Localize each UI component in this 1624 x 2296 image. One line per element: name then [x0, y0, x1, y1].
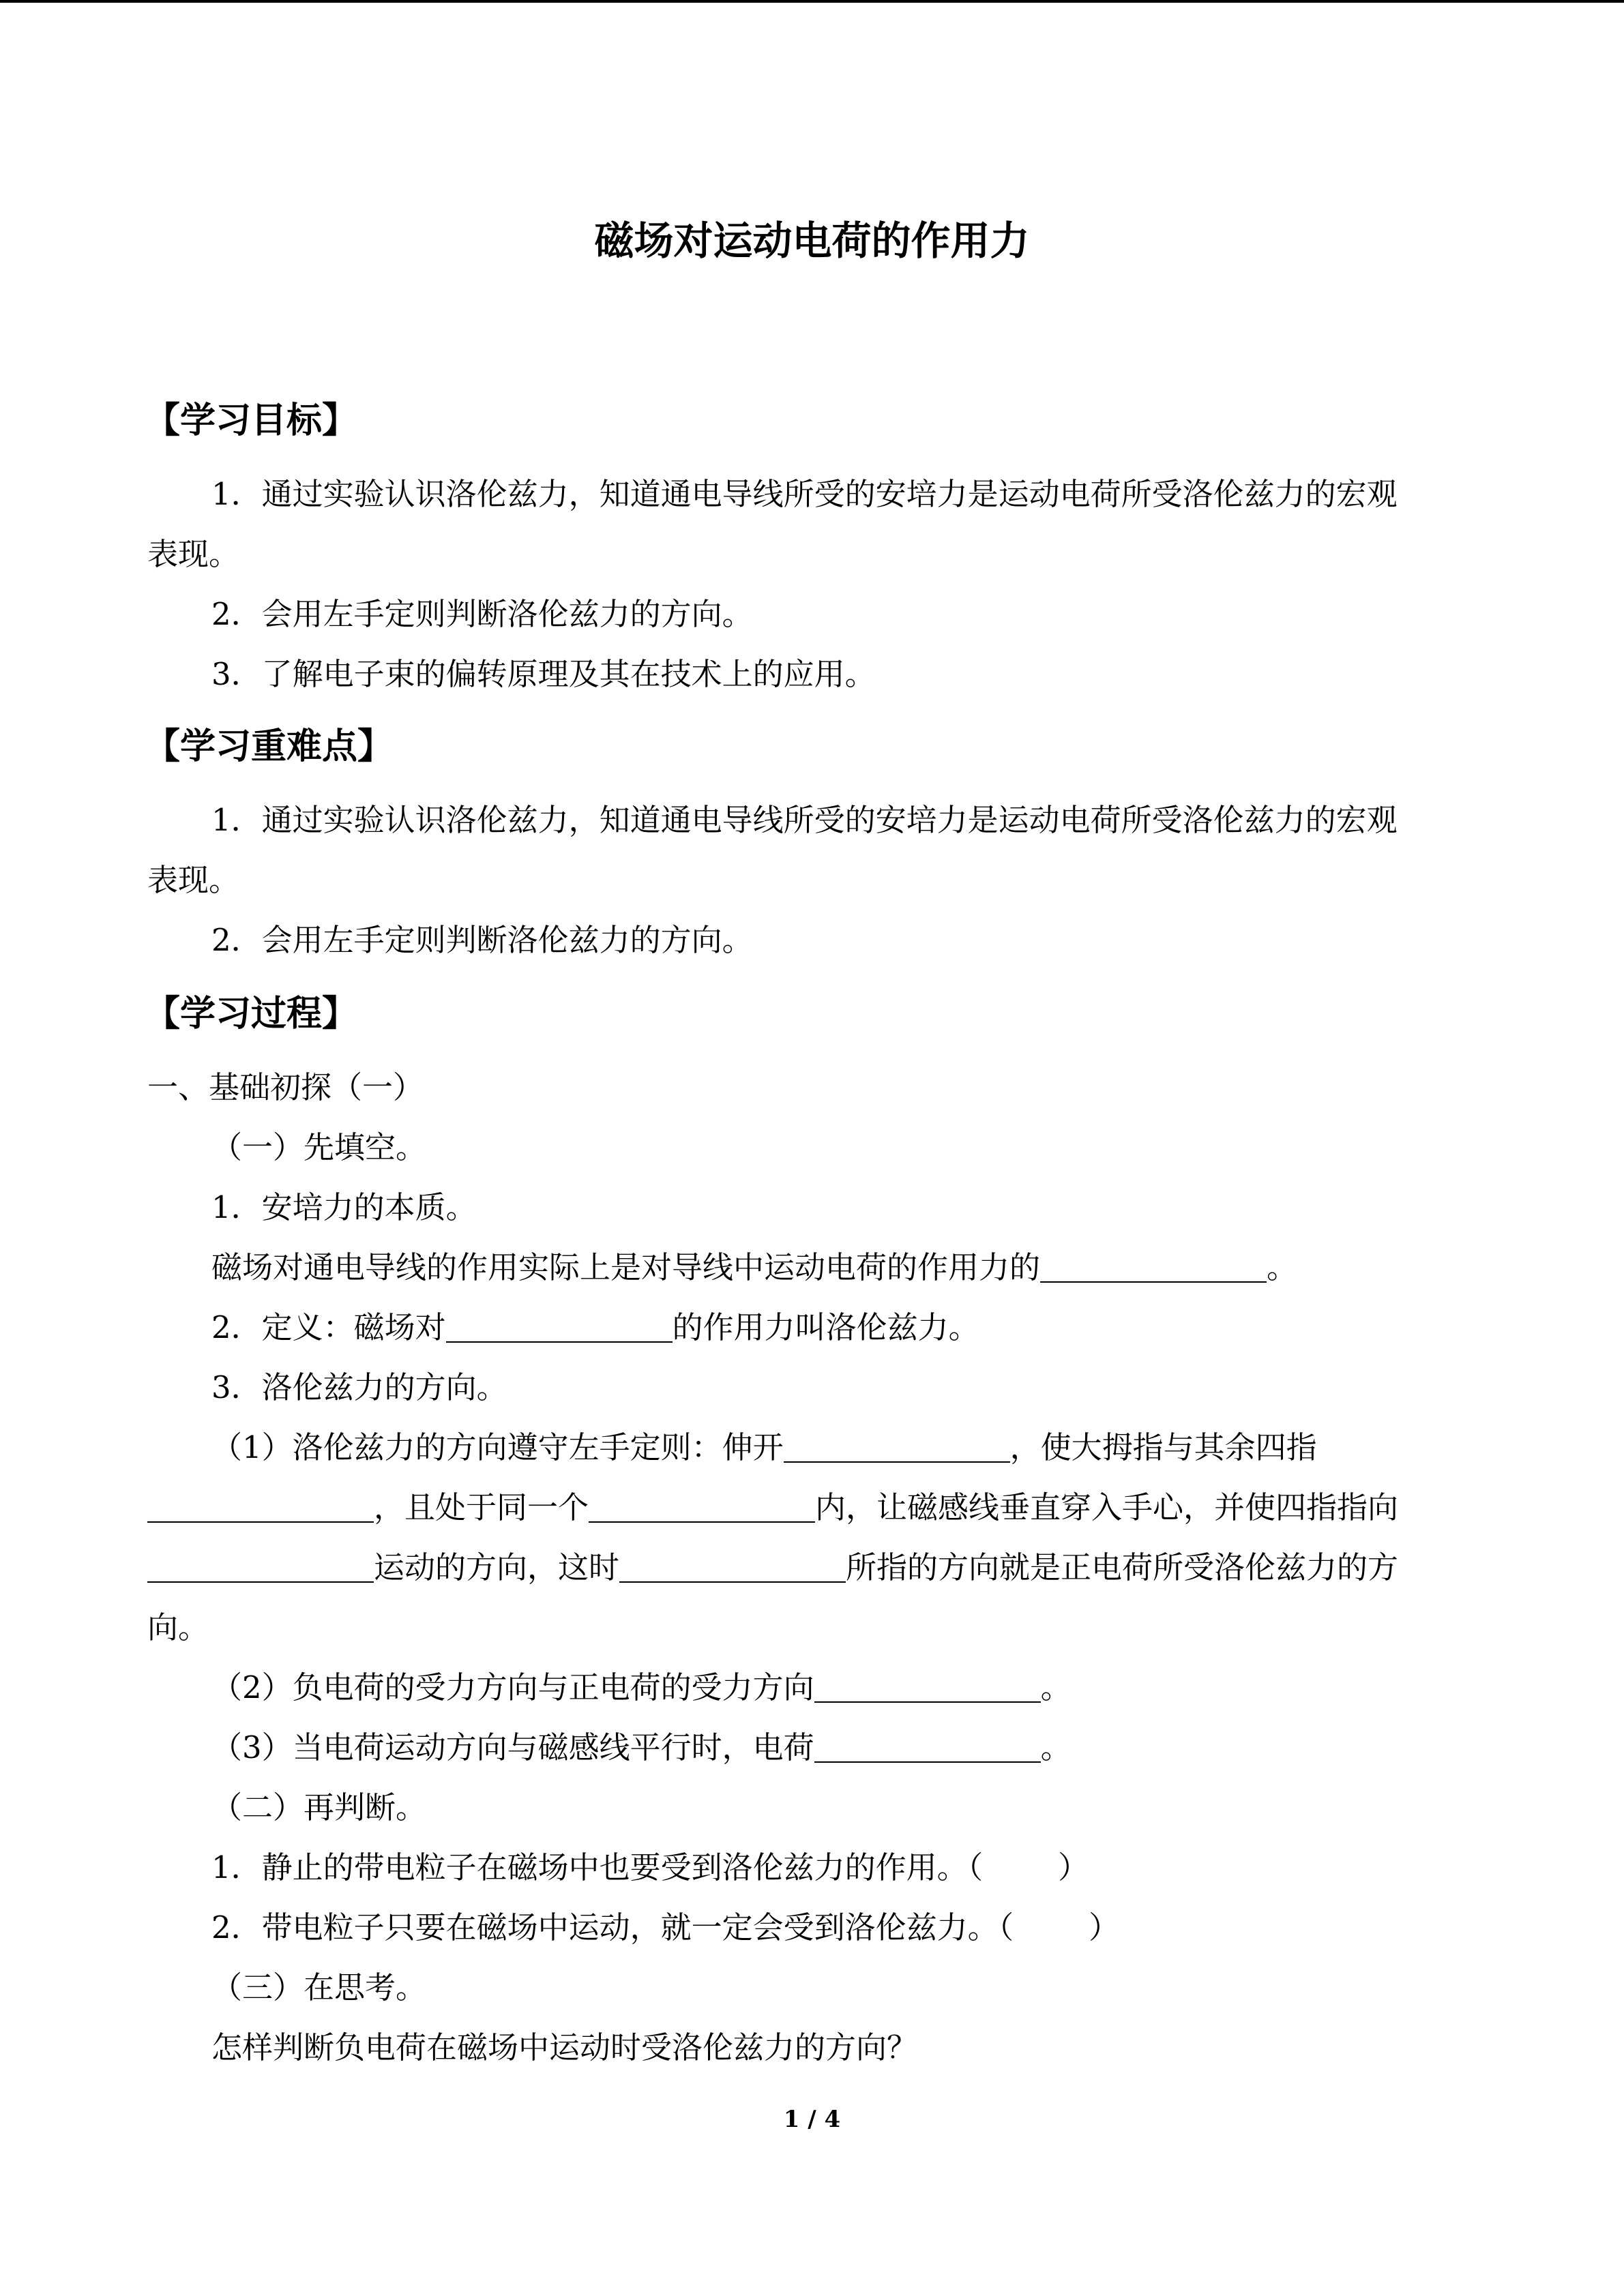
- key-point-item-1: 1．通过实验认识洛伦兹力，知道通电导线所受的安培力是运动电荷所受洛伦兹力的宏观: [211, 802, 1398, 838]
- question-3-1-line-3: [147, 1549, 1399, 1585]
- answer-blank[interactable]: [814, 1674, 1041, 1703]
- question-3-1-line-3-mid: 运动的方向，这时: [374, 1549, 620, 1585]
- section-heading-key-points: 【学习重难点】: [145, 726, 394, 767]
- answer-blank[interactable]: [589, 1494, 815, 1523]
- think-question: 怎样判断负电荷在磁场中运动时受洛伦兹力的方向？: [211, 2029, 918, 2066]
- question-2: [211, 1309, 979, 1345]
- question-1-text: [211, 1249, 1298, 1285]
- page-number: 1 / 4: [783, 2106, 841, 2133]
- question-3-3: [211, 1729, 1072, 1765]
- question-3-1-line-3-post: 所指的方向就是正电荷所受洛伦兹力的方: [846, 1549, 1399, 1585]
- judge-item-1-post: ）: [1058, 1849, 1089, 1885]
- question-3-3-pre: （3）当电荷运动方向与磁感线平行时，电荷: [211, 1729, 814, 1765]
- goal-item-2: 2．会用左手定则判断洛伦兹力的方向。: [211, 596, 753, 632]
- question-3-1-line-2-post: 内，让磁感线垂直穿入手心，并使四指指向: [815, 1489, 1399, 1525]
- answer-blank[interactable]: [1040, 1254, 1267, 1283]
- question-3-3-end: 。: [1040, 1729, 1072, 1765]
- question-1-text-body: 磁场对通电导线的作用实际上是对导线中运动电荷的作用力的: [211, 1249, 1041, 1285]
- question-2-post: 的作用力叫洛伦兹力。: [672, 1309, 979, 1345]
- goal-item-1-cont: 表现。: [147, 536, 240, 572]
- answer-blank[interactable]: [147, 1494, 374, 1523]
- section-heading-goals: 【学习目标】: [145, 400, 358, 441]
- question-1: 1．安培力的本质。: [211, 1189, 477, 1225]
- question-3: 3．洛伦兹力的方向。: [211, 1369, 507, 1405]
- judge-item-2: [211, 1909, 1120, 1945]
- answer-blank[interactable]: [619, 1554, 846, 1583]
- section-heading-process: 【学习过程】: [145, 994, 358, 1034]
- answer-blank[interactable]: [147, 1554, 374, 1583]
- question-3-2: [211, 1669, 1072, 1705]
- key-point-item-1-cont: 表现。: [147, 862, 240, 898]
- judge-item-1-pre: 1．静止的带电粒子在磁场中也要受到洛伦兹力的作用。（: [211, 1849, 984, 1885]
- judge-section-title: （二）再判断。: [211, 1789, 427, 1825]
- answer-blank[interactable]: [814, 1734, 1041, 1763]
- part1-title: 一、基础初探（一）: [147, 1069, 424, 1105]
- judge-item-1: [211, 1849, 1089, 1885]
- key-point-item-2: 2．会用左手定则判断洛伦兹力的方向。: [211, 922, 753, 958]
- question-3-2-pre: （2）负电荷的受力方向与正电荷的受力方向: [211, 1669, 814, 1705]
- question-3-1-line-4: 向。: [147, 1609, 209, 1645]
- question-3-1-line-2-mid: ，且处于同一个: [374, 1489, 589, 1525]
- question-3-1-pre: （1）洛伦兹力的方向遵守左手定则：伸开: [211, 1429, 784, 1465]
- judge-item-2-post: ）: [1089, 1909, 1120, 1945]
- answer-blank[interactable]: [784, 1434, 1010, 1463]
- goal-item-1: 1．通过实验认识洛伦兹力，知道通电导线所受的安培力是运动电荷所受洛伦兹力的宏观: [211, 476, 1398, 512]
- question-3-1-mid: ，使大拇指与其余四指: [1009, 1429, 1317, 1465]
- fill-section-title: （一）先填空。: [211, 1129, 427, 1165]
- document-title: 磁场对运动电荷的作用力: [594, 218, 1030, 264]
- question-2-pre: 2．定义：磁场对: [211, 1309, 446, 1345]
- answer-blank[interactable]: [446, 1314, 673, 1343]
- goal-item-3: 3．了解电子束的偏转原理及其在技术上的应用。: [211, 656, 876, 692]
- top-border: [0, 0, 1624, 3]
- question-3-2-end: 。: [1040, 1669, 1072, 1705]
- think-section-title: （三）在思考。: [211, 1969, 427, 2006]
- question-3-1-line-2: [147, 1489, 1399, 1525]
- question-3-1-line-1: [211, 1429, 1317, 1465]
- question-1-text-end: 。: [1267, 1249, 1298, 1285]
- judge-item-2-pre: 2．带电粒子只要在磁场中运动，就一定会受到洛伦兹力。（: [211, 1909, 1014, 1945]
